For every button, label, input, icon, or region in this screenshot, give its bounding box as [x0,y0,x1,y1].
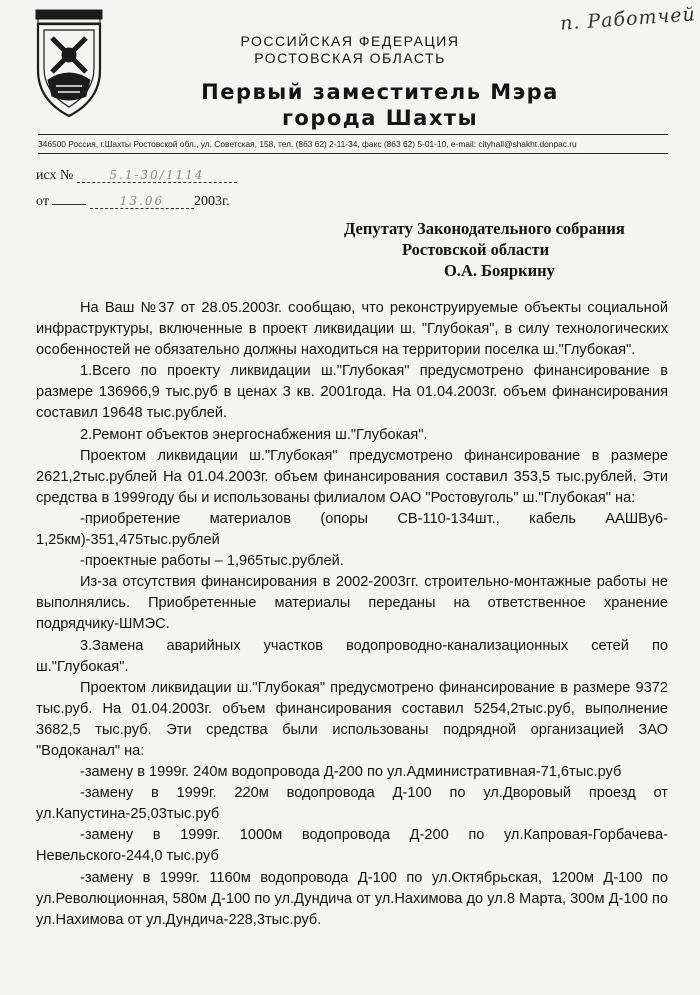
header-address: 346500 Россия, г.Шахты Ростовской обл., ул. Советская, 158, тел. (863 62) 2-11-34, факс (863 62) 5-01-10, e-mail: cityhall@shakht.donpac.ru [38,139,577,149]
addressee-line1: Депутату Законодательного собрания [344,219,625,238]
body-paragraph: -замену в 1999г. 220м водопровода Д-100 по ул.Дворовый проезд от ул.Капустина-25,03тыс.руб [36,785,668,823]
date-blank [52,204,86,205]
header-region: РОСТОВСКАЯ ОБЛАСТЬ [254,50,446,66]
date-year: 2003г. [193,194,230,209]
body-paragraph: -замену в 1999г. 1160м водопровода Д-100 по ул.Октябрьская, 1200м Д-100 по ул.Революционная, 580м Д-100 по ул.Дундича от ул.Нахимова до ул.8 Марта, 300м Д-100 по ул.Нахимова от ул.Дундича-228,3тыс.руб. [36,869,668,928]
header-divider-bottom [38,153,668,154]
header-title-line2: города Шахты [281,106,479,130]
outgoing-number-value: 5.1-30/1114 [77,168,237,183]
addressee-line2: Ростовской области [402,240,550,259]
body-paragraph: Проектом ликвидации ш."Глубокая" предусмотрено финансирование в размере 9372 тыс.руб. На 01.04.2003г. объем финансирования составил 5254,2тыс.руб, выполнение 3682,5 тыс.руб. Эти средства были использованы подрядной организацией ЗАО "Водоканал" на: [36,679,668,759]
date-label: от [36,194,49,209]
header-divider-top [38,134,668,135]
date-row [36,194,230,210]
addressee-line3: О.А. Бояркину [444,261,555,280]
body-paragraph: Из-за отсутствия финансирования в 2002-2003гг. строительно-монтажные работы не выполнялись. Приобретенные материалы переданы на ответственное хранение подрядчику-ШМЭС. [36,574,668,633]
outgoing-number-label: исх № [36,168,74,183]
body-paragraph: 3.Замена аварийных участков водопроводно-канализационных сетей по ш."Глубокая". [36,637,668,675]
handwritten-note: п. Работчей [559,3,697,35]
outgoing-number-row [36,168,237,184]
body-paragraph: На Ваш №37 от 28.05.2003г. сообщаю, что реконструируемые объекты социальной инфраструктуры, включенные в проект ликвидации ш. "Глубокая", в силу технологических особенностей не обязательно должны находиться на территории поселка ш."Глубокая". [36,300,668,359]
letter-body [36,298,668,931]
header-title-line1: Первый заместитель Мэра [201,80,559,104]
body-paragraph: -проектные работы – 1,965тыс.рублей. [80,553,344,570]
body-paragraph: -замену в 1999г. 1000м водопровода Д-200 по ул.Капровая-Горбачева-Невельского-244,0 тыс.руб [36,827,668,865]
body-paragraph: 1.Всего по проекту ликвидации ш."Глубокая" предусмотрено финансирование в размере 136966,9 тыс.руб в ценах 3 кв. 2001года. На 01.04.2003г. объем финансирования составил 19648 тыс.рублей. [36,363,668,422]
body-paragraph: Проектом ликвидации ш."Глубокая" предусмотрено финансирование в размере 2621,2тыс.рублей На 01.04.2003г. объем финансирования составил 353,5 тыс.рублей. Эти средства в 1999году бы и использованы филиалом ОАО "Ростовуголь" ш."Глубокая" на: [36,447,668,506]
body-paragraph: -замену в 1999г. 240м водопровода Д-200 по ул.Административная-71,6тыс.руб [80,764,622,781]
date-value: 13.06 [90,194,194,209]
header-country: РОССИЙСКАЯ ФЕДЕРАЦИЯ [240,33,460,49]
body-paragraph: 2.Ремонт объектов энергоснабжения ш."Глубокая". [80,426,428,443]
body-paragraph: -приобретение материалов (опоры СВ-110-134шт., кабель ААШВу6-1,25км)-351,475тыс.рублей [36,510,668,549]
